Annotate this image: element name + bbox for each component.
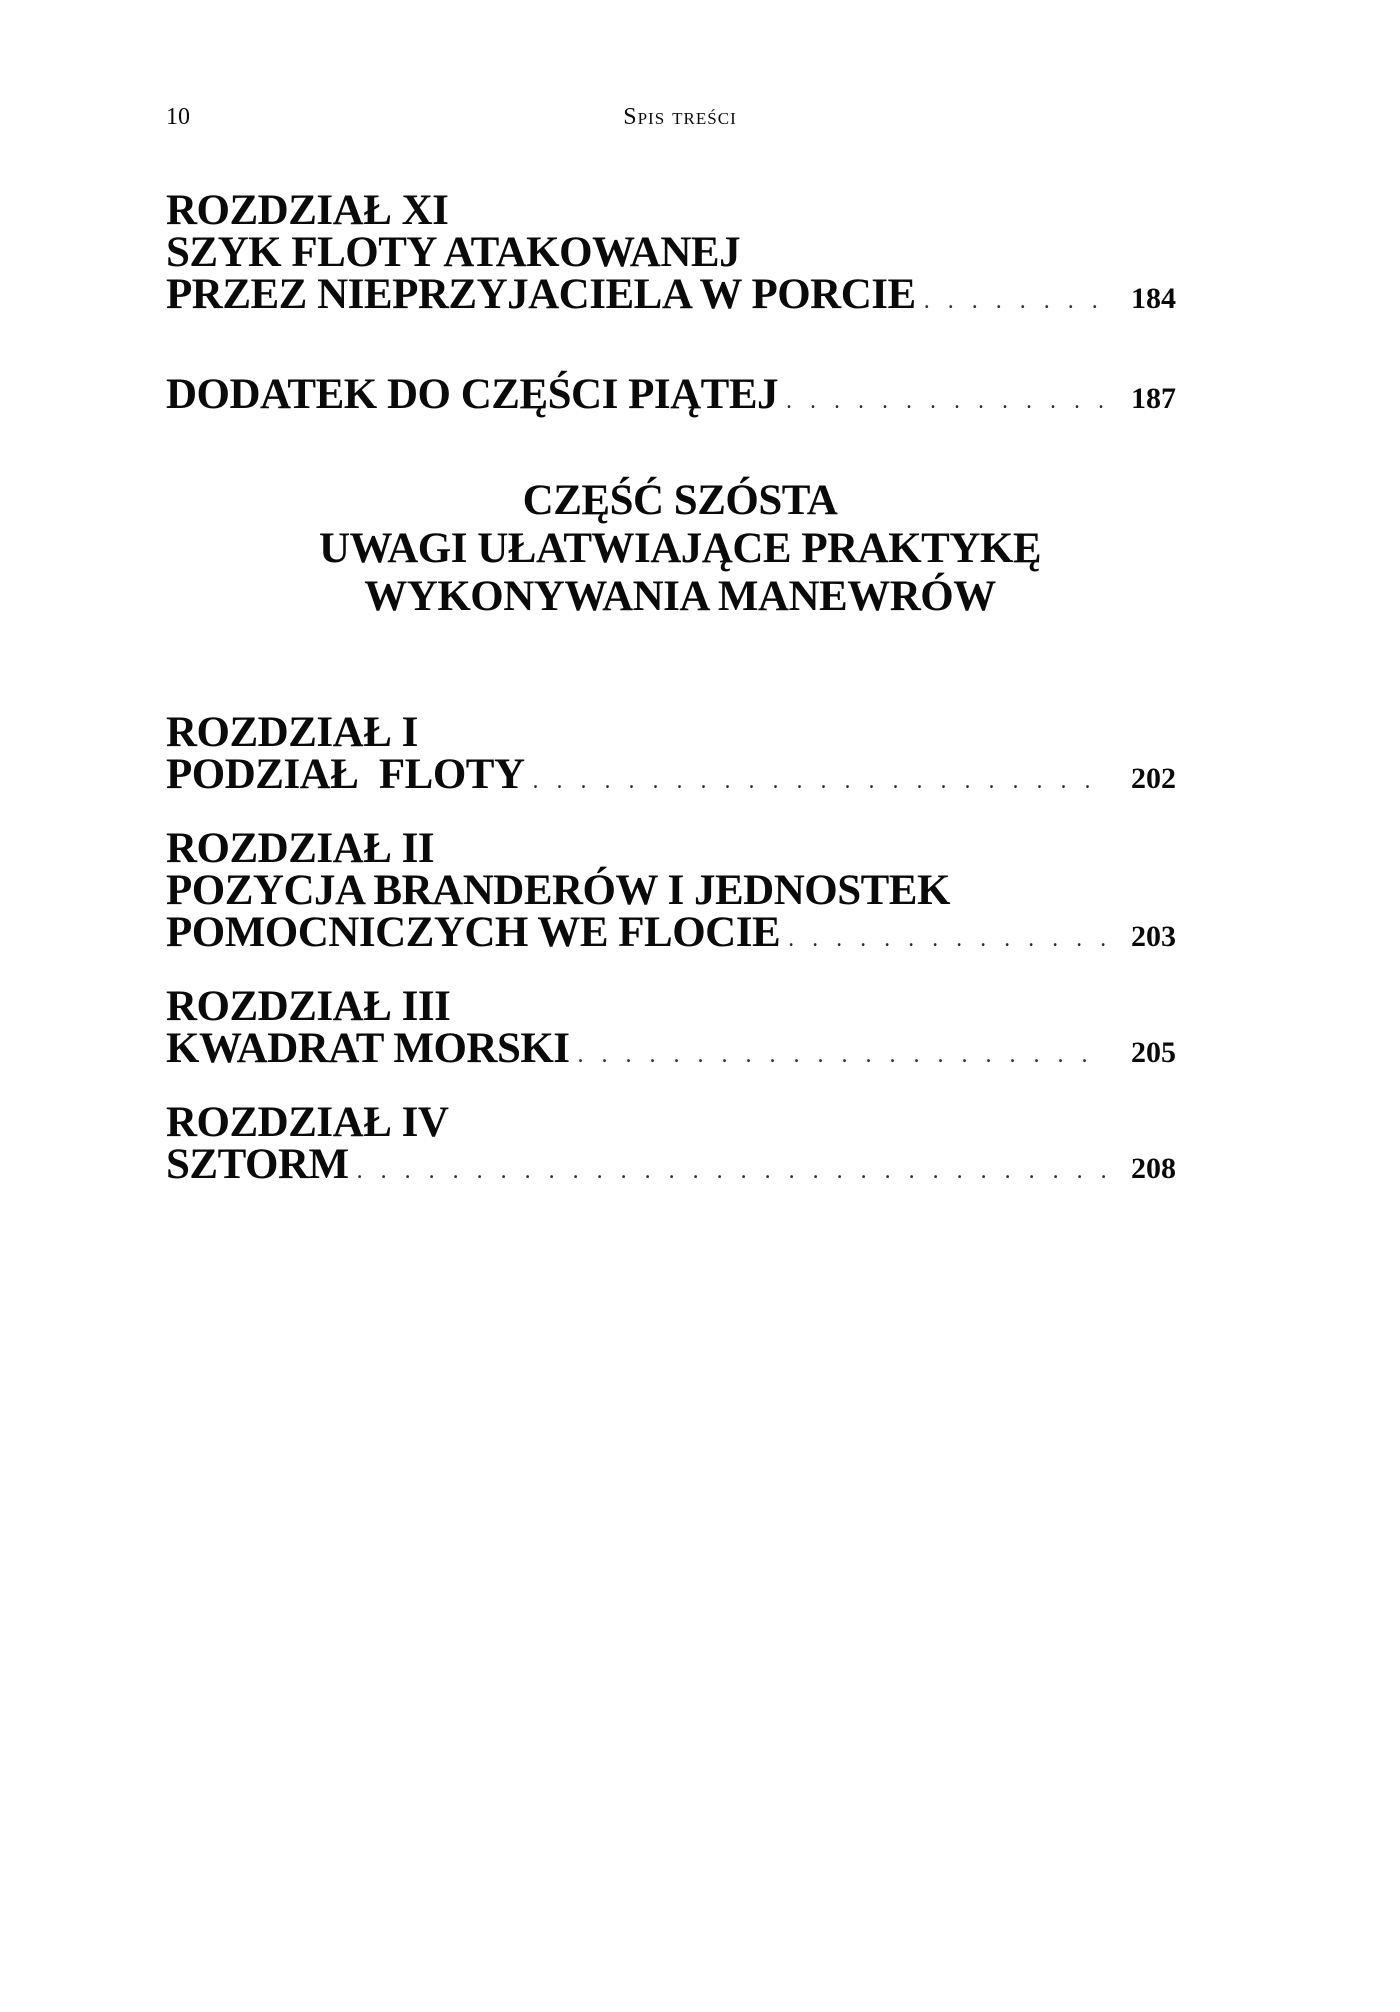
toc-entry-line: SZYK FLOTY ATAKOWANEJ xyxy=(166,229,741,276)
toc-entry-last-line xyxy=(166,909,1176,960)
toc-entry-line: ROZDZIAŁ II xyxy=(166,825,435,872)
toc-page-number: 205 xyxy=(1131,1036,1176,1069)
toc-entry-line: ROZDZIAŁ IV xyxy=(166,1099,449,1146)
toc-entry-last-line xyxy=(166,271,1176,322)
toc-entry-rozdzial-iv[interactable] xyxy=(166,1099,1176,1192)
running-head: Spis treści xyxy=(623,104,737,130)
dot-leader xyxy=(533,760,1107,802)
toc-entry-last-line xyxy=(166,1025,1176,1076)
part-heading xyxy=(0,477,1360,621)
part-subtitle-line: UWAGI UŁATWIAJĄCE PRAKTYKĘ xyxy=(318,525,1042,572)
dot-leader xyxy=(788,918,1107,960)
toc-entry-title: PODZIAŁ FLOTY xyxy=(166,751,525,798)
toc-entry-last-line xyxy=(166,1141,1176,1192)
part-subtitle-line: WYKONYWANIA MANEWRÓW xyxy=(364,573,996,620)
toc-entry-title: SZTORM xyxy=(166,1141,349,1188)
toc-entry-line: ROZDZIAŁ I xyxy=(166,709,418,756)
toc-entry-dodatek[interactable] xyxy=(166,371,1176,422)
toc-entry-line: POZYCJA BRANDERÓW I JEDNOSTEK xyxy=(166,867,950,914)
toc-page-number: 203 xyxy=(1131,920,1176,953)
toc-entry-line: ROZDZIAŁ III xyxy=(166,983,451,1030)
toc-entry-rozdzial-i[interactable] xyxy=(166,709,1176,802)
toc-entry-title: POMOCNICZYCH WE FLOCIE xyxy=(166,909,781,956)
toc-entry-title: PRZEZ NIEPRZYJACIELA W PORCIE xyxy=(166,271,916,318)
toc-entry-title: DODATEK DO CZĘŚCI PIĄTEJ xyxy=(166,371,779,418)
toc-entry-title: KWADRAT MORSKI xyxy=(166,1025,570,1072)
page-number: 10 xyxy=(166,104,190,130)
toc-entry-last-line xyxy=(166,751,1176,802)
toc-entry-line: ROZDZIAŁ XI xyxy=(166,187,449,234)
dot-leader xyxy=(786,380,1107,422)
dot-leader xyxy=(924,280,1107,322)
toc-page-number: 208 xyxy=(1131,1152,1176,1185)
dot-leader xyxy=(578,1034,1107,1076)
toc-page-number: 187 xyxy=(1131,382,1176,415)
toc-entry-rozdzial-iii[interactable] xyxy=(166,983,1176,1076)
toc-entry-last-line xyxy=(166,371,1176,422)
dot-leader xyxy=(357,1150,1107,1192)
part-title: CZĘŚĆ SZÓSTA xyxy=(522,477,838,524)
toc-entry-rozdzial-ii[interactable] xyxy=(166,825,1176,960)
toc-page-number: 202 xyxy=(1131,762,1176,795)
toc-entry-rozdzial-xi[interactable] xyxy=(166,187,1176,322)
toc-page-number: 184 xyxy=(1131,282,1176,315)
